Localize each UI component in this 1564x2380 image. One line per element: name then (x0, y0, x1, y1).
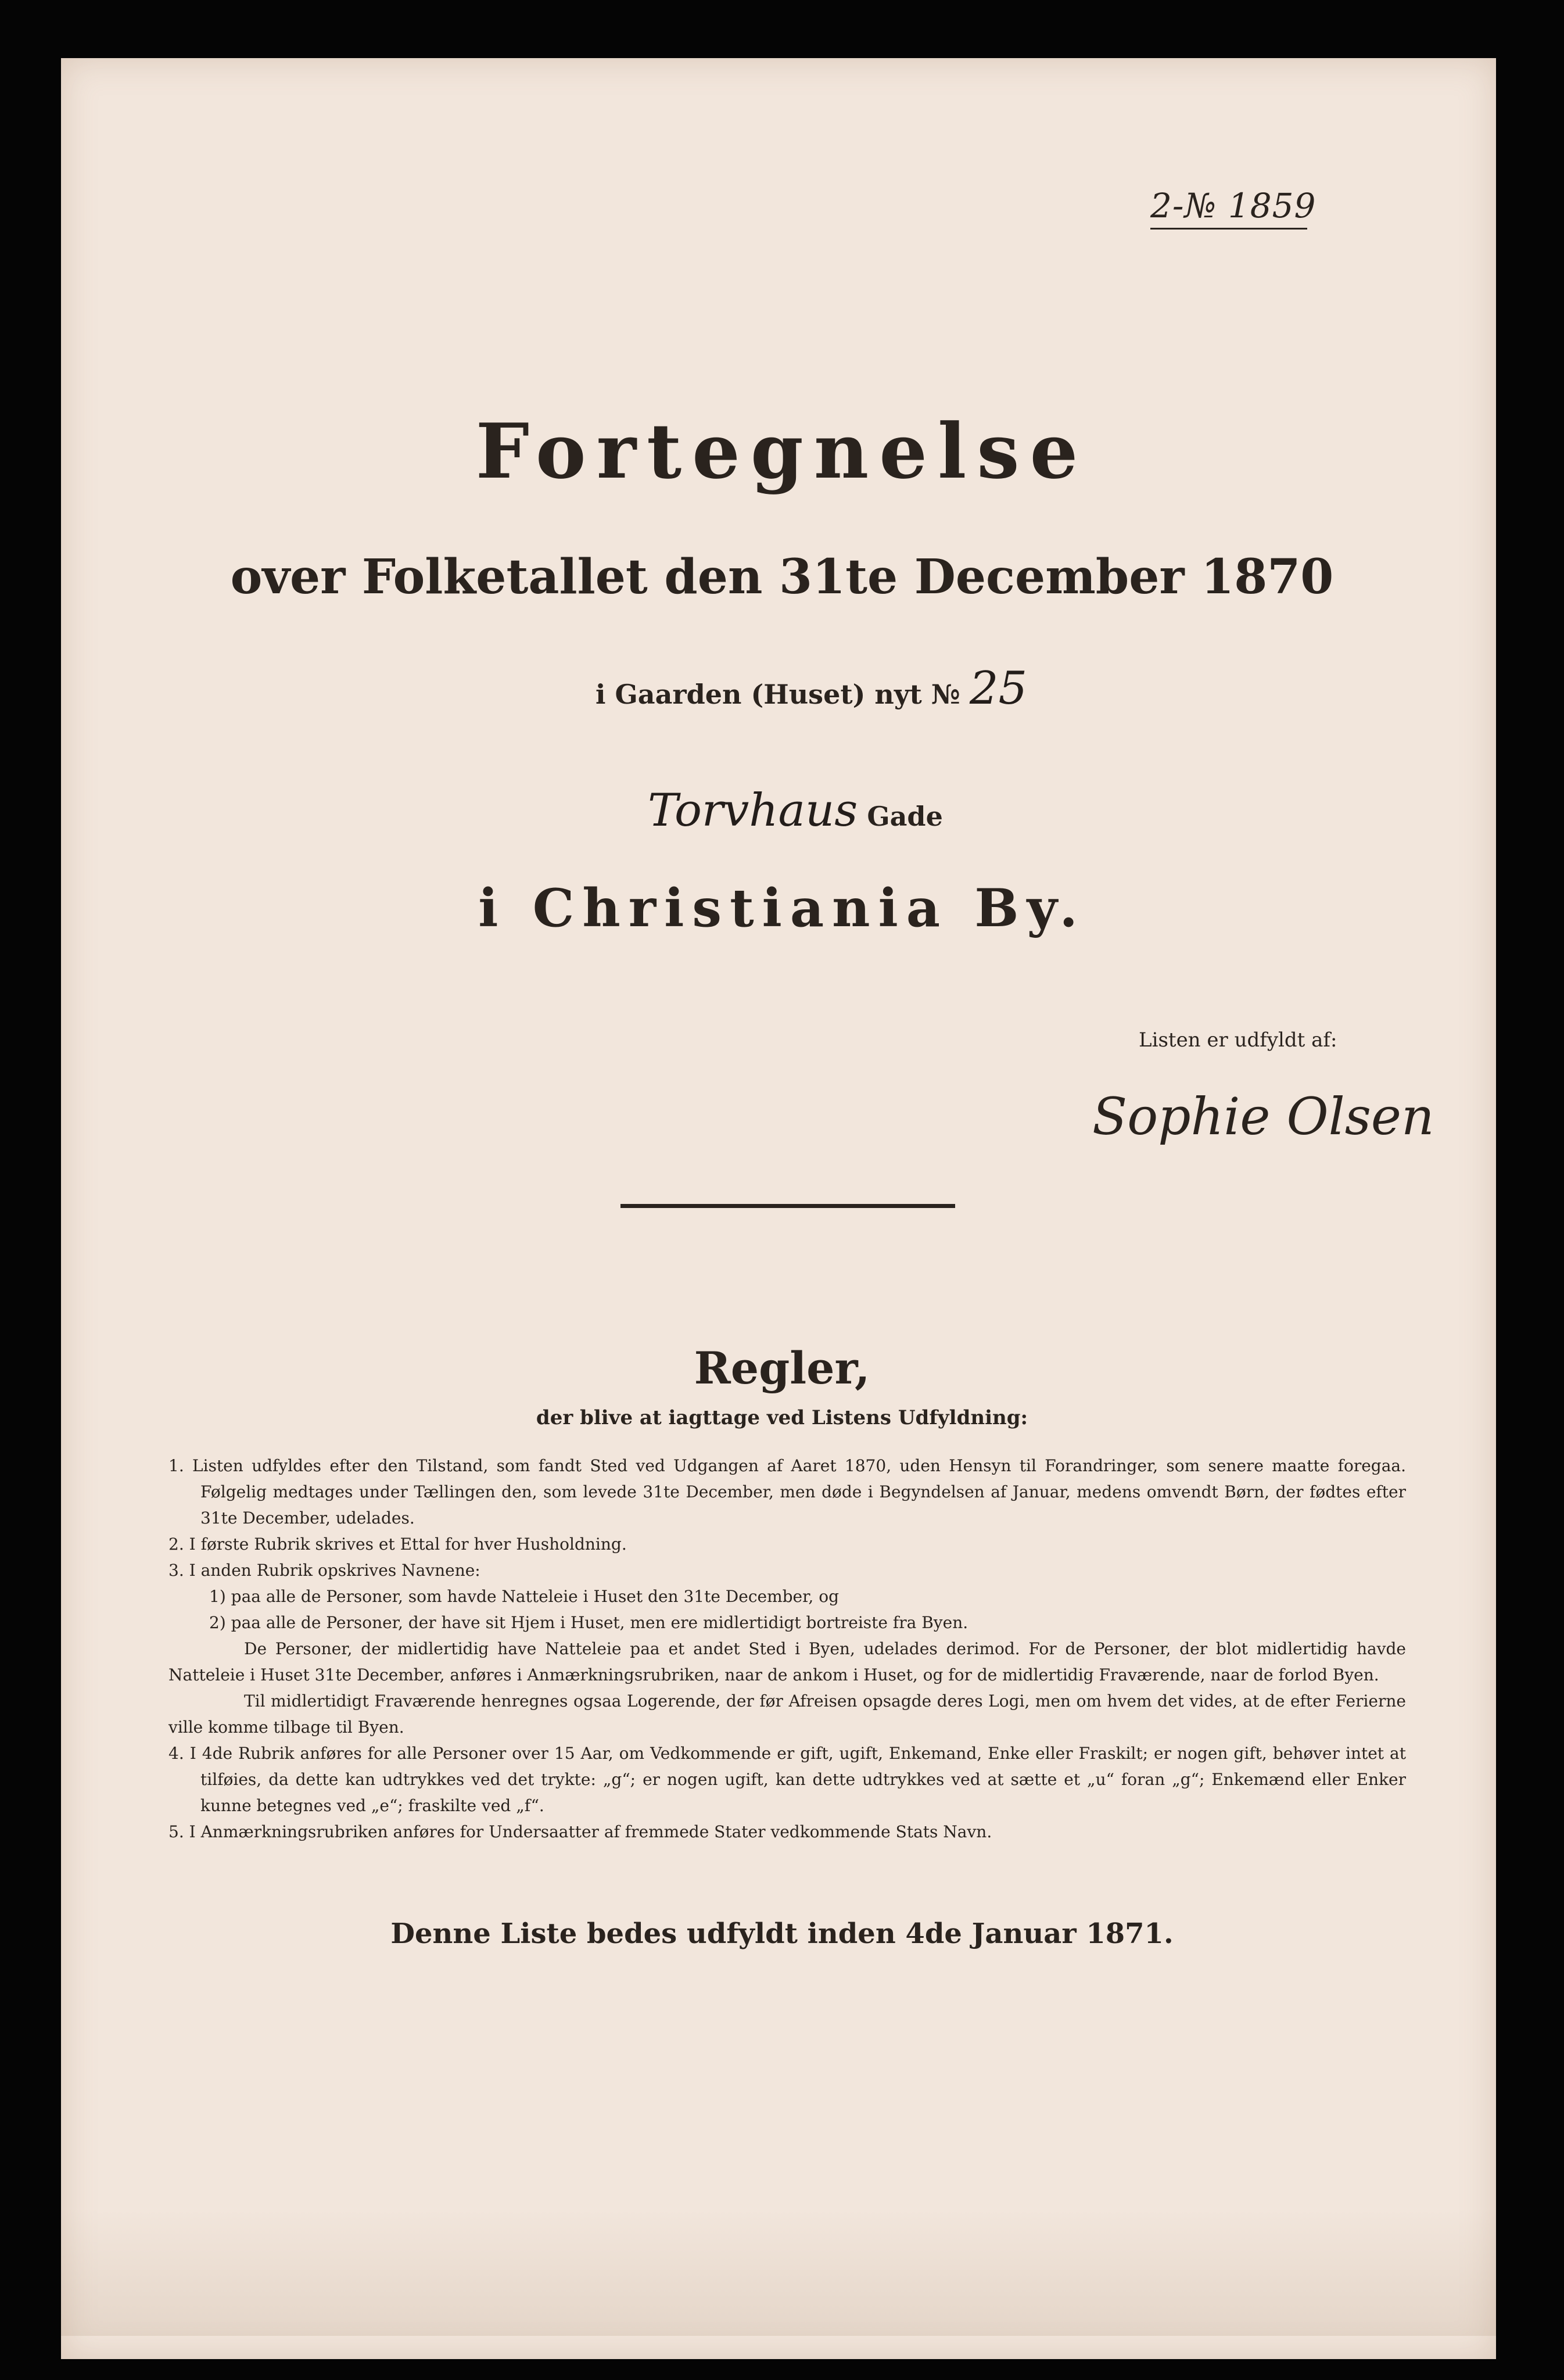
archive-number-underline (1150, 228, 1307, 230)
rule-paragraph: De Personer, der midlertidig have Natteleie paa et andet Sted i Byen, udelades derimod. For de Personer, der blot midlertidig havde Natteleie i Huset 31te December, anføres i Anmærkningsrubriken, naar de ankom i Huset, og for de midlertidig Fraværende, naar de forlod Byen. (168, 1639, 1406, 1684)
document-subtitle: over Folketallet den 31te December 1870 (230, 549, 1334, 605)
house-number-line (596, 662, 1027, 715)
archive-number (1150, 186, 1316, 230)
archive-number-text: 2-№ 1859 (1150, 186, 1317, 225)
closing-note: Denne Liste bedes udfyldt inden 4de Januar 1871. (390, 1917, 1174, 1950)
house-label: i Gaarden (Huset) nyt № (596, 679, 960, 710)
document-title: Fortegnelse (475, 407, 1089, 496)
section-divider (620, 1204, 955, 1208)
rule-subitem: 2) paa alle de Personer, der have sit Hjem i Huset, men ere midlertidigt bortreiste fra Byen. (209, 1613, 968, 1632)
street-line (648, 784, 943, 837)
filled-by-label: Listen er udfyldt af: (1139, 1028, 1337, 1052)
rule-item: 1. Listen udfyldes efter den Tilstand, som fandt Sted ved Udgangen af Aaret 1870, uden Hensyn til Forandringer, som senere maatte foregaa. Følgelig medtages under Tællingen den, som levede 31te December, men døde i Begyndelsen af Januar, medens omvendt Børn, der fødtes efter 31te December, udelades. (168, 1456, 1406, 1528)
filled-by-signature: Sophie Olsen (1092, 1087, 1434, 1146)
house-number-handwritten: 25 (969, 662, 1028, 715)
rule-paragraph: Til midlertidigt Fraværende henregnes ogsaa Logerende, der før Afreisen opsagde deres Logi, men om hvem det vides, at de efter Ferierne ville komme tilbage til Byen. (168, 1691, 1406, 1737)
city-line: i Christiania By. (478, 877, 1086, 939)
street-name-handwritten: Torvhaus (648, 784, 858, 837)
street-label: Gade (867, 801, 943, 832)
rule-item: 3. I anden Rubrik opskrives Navnene: (168, 1561, 480, 1580)
rule-item: 4. I 4de Rubrik anføres for alle Personer over 15 Aar, om Vedkommende er gift, ugift, Enkemand, Enke eller Fraskilt; er nogen gift, behøver intet at tilføies, da dette kan udtrykkes ved det trykte: „g“; er nogen ugift, kan dette udtrykkes ved at sætte et „u“ foran „g“; Enkemænd eller Enker kunne betegnes ved „e“; fraskilte ved „f“. (168, 1744, 1406, 1815)
rule-item: 5. I Anmærkningsrubriken anføres for Undersaatter af fremmede Stater vedkommende Stats Navn. (168, 1822, 992, 1841)
rules-title: Regler, (694, 1342, 870, 1394)
rule-subitem: 1) paa alle de Personer, som havde Natteleie i Huset den 31te December, og (209, 1587, 840, 1606)
rules-list (168, 1453, 1406, 1845)
census-form-sheet (61, 58, 1496, 2359)
rule-item: 2. I første Rubrik skrives et Ettal for hver Husholdning. (168, 1535, 627, 1554)
rules-subtitle: der blive at iagttage ved Listens Udfyldning: (536, 1406, 1028, 1429)
